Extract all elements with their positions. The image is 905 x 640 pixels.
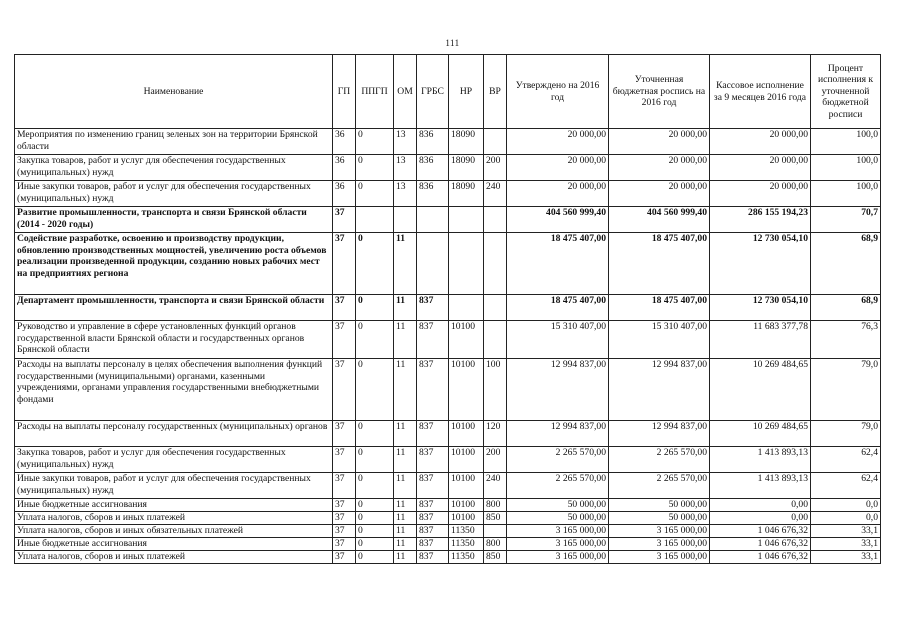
row-name: Мероприятия по изменению границ зеленых зон на территории Брянской области <box>15 129 333 155</box>
row-nr: 11350 <box>449 538 484 551</box>
row-approved: 20 000,00 <box>507 181 609 207</box>
table-body <box>15 129 881 564</box>
row-refined: 18 475 407,00 <box>609 295 710 321</box>
row-om: 11 <box>394 473 417 499</box>
header-grbs: ГРБС <box>417 55 449 129</box>
row-om: 11 <box>394 359 417 421</box>
row-name: Развитие промышленности, транспорта и связи Брянской области (2014 - 2020 годы) <box>15 207 333 233</box>
row-ppgp <box>356 207 394 233</box>
row-percent: 0,0 <box>811 512 881 525</box>
row-om: 11 <box>394 551 417 564</box>
row-percent: 62,4 <box>811 473 881 499</box>
row-refined: 18 475 407,00 <box>609 233 710 295</box>
row-gp: 37 <box>333 525 356 538</box>
row-executed: 20 000,00 <box>710 181 811 207</box>
row-ppgp: 0 <box>356 473 394 499</box>
row-ppgp: 0 <box>356 421 394 447</box>
row-om: 11 <box>394 525 417 538</box>
row-vr: 800 <box>484 499 507 512</box>
table-header-row <box>15 55 881 129</box>
row-name: Руководство и управление в сфере установленных функций органов государственной власти Брянской области и государственных органов Брянской области <box>15 321 333 359</box>
row-ppgp: 0 <box>356 359 394 421</box>
row-percent: 68,9 <box>811 295 881 321</box>
row-refined: 12 994 837,00 <box>609 421 710 447</box>
row-om: 13 <box>394 129 417 155</box>
table-row <box>15 181 881 207</box>
row-om: 13 <box>394 155 417 181</box>
row-grbs: 837 <box>417 421 449 447</box>
row-percent: 33,1 <box>811 551 881 564</box>
row-name: Содействие разработке, освоению и производству продукции, обновлению производственных мощностей, увеличению роста объемов реализации произведенной продукции, созданию новых рабочих мест на предприятиях региона <box>15 233 333 295</box>
row-approved: 2 265 570,00 <box>507 447 609 473</box>
row-percent: 79,0 <box>811 359 881 421</box>
row-gp: 37 <box>333 538 356 551</box>
row-executed: 1 046 676,32 <box>710 525 811 538</box>
row-approved: 20 000,00 <box>507 129 609 155</box>
row-vr: 240 <box>484 181 507 207</box>
row-nr: 18090 <box>449 155 484 181</box>
table-row <box>15 499 881 512</box>
row-om: 11 <box>394 233 417 295</box>
row-vr <box>484 525 507 538</box>
row-approved: 12 994 837,00 <box>507 359 609 421</box>
row-name: Расходы на выплаты персоналу в целях обеспечения выполнения функций государственными (муниципальными) органами, казенными учреждениями, органами управления государственными внебюджетными фондами <box>15 359 333 421</box>
row-vr <box>484 321 507 359</box>
row-executed: 1 413 893,13 <box>710 473 811 499</box>
row-refined: 2 265 570,00 <box>609 473 710 499</box>
row-grbs: 837 <box>417 473 449 499</box>
row-refined: 20 000,00 <box>609 181 710 207</box>
row-nr <box>449 207 484 233</box>
row-grbs: 836 <box>417 155 449 181</box>
row-grbs: 837 <box>417 295 449 321</box>
row-approved: 50 000,00 <box>507 512 609 525</box>
row-om: 11 <box>394 321 417 359</box>
row-refined: 3 165 000,00 <box>609 538 710 551</box>
row-vr: 800 <box>484 538 507 551</box>
row-gp: 37 <box>333 207 356 233</box>
row-om: 11 <box>394 295 417 321</box>
row-approved: 12 994 837,00 <box>507 421 609 447</box>
table-row <box>15 473 881 499</box>
row-ppgp: 0 <box>356 525 394 538</box>
row-gp: 37 <box>333 233 356 295</box>
row-percent: 68,9 <box>811 233 881 295</box>
row-refined: 20 000,00 <box>609 129 710 155</box>
row-name: Уплата налогов, сборов и иных обязательных платежей <box>15 525 333 538</box>
row-executed: 12 730 054,10 <box>710 233 811 295</box>
row-percent: 76,3 <box>811 321 881 359</box>
row-gp: 37 <box>333 473 356 499</box>
row-grbs: 837 <box>417 538 449 551</box>
row-approved: 3 165 000,00 <box>507 525 609 538</box>
row-vr: 100 <box>484 359 507 421</box>
header-approved: Утверждено на 2016 год <box>507 55 609 129</box>
row-nr: 10100 <box>449 359 484 421</box>
row-vr: 120 <box>484 421 507 447</box>
row-approved: 3 165 000,00 <box>507 538 609 551</box>
row-grbs: 837 <box>417 499 449 512</box>
row-nr: 10100 <box>449 421 484 447</box>
row-refined: 404 560 999,40 <box>609 207 710 233</box>
row-gp: 37 <box>333 359 356 421</box>
row-name: Иные бюджетные ассигнования <box>15 538 333 551</box>
row-gp: 36 <box>333 181 356 207</box>
row-refined: 3 165 000,00 <box>609 551 710 564</box>
row-nr: 11350 <box>449 525 484 538</box>
row-nr: 10100 <box>449 512 484 525</box>
header-executed: Кассовое исполнение за 9 месяцев 2016 года <box>710 55 811 129</box>
row-om <box>394 207 417 233</box>
table-row <box>15 207 881 233</box>
row-ppgp: 0 <box>356 181 394 207</box>
row-percent: 0,0 <box>811 499 881 512</box>
row-refined: 20 000,00 <box>609 155 710 181</box>
header-percent: Процент исполнения к уточненной бюджетной росписи <box>811 55 881 129</box>
row-ppgp: 0 <box>356 499 394 512</box>
row-gp: 37 <box>333 321 356 359</box>
row-vr <box>484 233 507 295</box>
row-executed: 11 683 377,78 <box>710 321 811 359</box>
row-name: Департамент промышленности, транспорта и связи Брянской области <box>15 295 333 321</box>
row-percent: 33,1 <box>811 538 881 551</box>
row-executed: 12 730 054,10 <box>710 295 811 321</box>
row-grbs <box>417 207 449 233</box>
table-row <box>15 512 881 525</box>
row-grbs: 836 <box>417 181 449 207</box>
row-executed: 286 155 194,23 <box>710 207 811 233</box>
table-row <box>15 525 881 538</box>
row-om: 11 <box>394 447 417 473</box>
row-ppgp: 0 <box>356 155 394 181</box>
row-grbs: 837 <box>417 512 449 525</box>
row-gp: 36 <box>333 155 356 181</box>
table-row <box>15 129 881 155</box>
row-name: Иные закупки товаров, работ и услуг для обеспечения государственных (муниципальных) нужд <box>15 473 333 499</box>
row-approved: 50 000,00 <box>507 499 609 512</box>
table-row <box>15 233 881 295</box>
row-gp: 37 <box>333 551 356 564</box>
row-om: 13 <box>394 181 417 207</box>
row-grbs: 837 <box>417 321 449 359</box>
header-om: ОМ <box>394 55 417 129</box>
row-approved: 3 165 000,00 <box>507 551 609 564</box>
row-approved: 18 475 407,00 <box>507 295 609 321</box>
table-row <box>15 321 881 359</box>
row-vr <box>484 295 507 321</box>
row-approved: 18 475 407,00 <box>507 233 609 295</box>
row-percent: 100,0 <box>811 181 881 207</box>
row-ppgp: 0 <box>356 551 394 564</box>
row-percent: 33,1 <box>811 525 881 538</box>
header-gp: ГП <box>333 55 356 129</box>
row-om: 11 <box>394 512 417 525</box>
row-grbs <box>417 233 449 295</box>
row-nr: 18090 <box>449 129 484 155</box>
header-refined: Уточненная бюджетная роспись на 2016 год <box>609 55 710 129</box>
row-grbs: 837 <box>417 551 449 564</box>
row-vr: 850 <box>484 551 507 564</box>
row-grbs: 837 <box>417 359 449 421</box>
row-approved: 15 310 407,00 <box>507 321 609 359</box>
row-approved: 20 000,00 <box>507 155 609 181</box>
table-row <box>15 295 881 321</box>
row-om: 11 <box>394 421 417 447</box>
row-om: 11 <box>394 538 417 551</box>
row-executed: 20 000,00 <box>710 129 811 155</box>
row-grbs: 837 <box>417 447 449 473</box>
row-refined: 3 165 000,00 <box>609 525 710 538</box>
row-nr: 10100 <box>449 499 484 512</box>
row-gp: 36 <box>333 129 356 155</box>
row-refined: 15 310 407,00 <box>609 321 710 359</box>
row-gp: 37 <box>333 421 356 447</box>
row-grbs: 837 <box>417 525 449 538</box>
budget-execution-table <box>14 54 881 564</box>
row-nr <box>449 295 484 321</box>
header-ppgp: ППГП <box>356 55 394 129</box>
row-executed: 10 269 484,65 <box>710 421 811 447</box>
page-number: 111 <box>445 38 460 48</box>
header-nr: НР <box>449 55 484 129</box>
row-nr: 10100 <box>449 473 484 499</box>
row-vr: 200 <box>484 447 507 473</box>
row-gp: 37 <box>333 499 356 512</box>
row-gp: 37 <box>333 295 356 321</box>
row-percent: 70,7 <box>811 207 881 233</box>
row-executed: 20 000,00 <box>710 155 811 181</box>
row-vr: 200 <box>484 155 507 181</box>
row-refined: 2 265 570,00 <box>609 447 710 473</box>
row-vr: 850 <box>484 512 507 525</box>
row-nr: 18090 <box>449 181 484 207</box>
row-name: Иные бюджетные ассигнования <box>15 499 333 512</box>
row-ppgp: 0 <box>356 447 394 473</box>
table-row <box>15 447 881 473</box>
row-executed: 0,00 <box>710 499 811 512</box>
row-nr <box>449 233 484 295</box>
row-percent: 100,0 <box>811 129 881 155</box>
row-vr <box>484 129 507 155</box>
row-ppgp: 0 <box>356 129 394 155</box>
row-gp: 37 <box>333 447 356 473</box>
row-approved: 2 265 570,00 <box>507 473 609 499</box>
row-name: Закупка товаров, работ и услуг для обеспечения государственных (муниципальных) нужд <box>15 155 333 181</box>
row-ppgp: 0 <box>356 512 394 525</box>
table-row <box>15 155 881 181</box>
row-ppgp: 0 <box>356 295 394 321</box>
row-name: Расходы на выплаты персоналу государственных (муниципальных) органов <box>15 421 333 447</box>
row-vr: 240 <box>484 473 507 499</box>
row-ppgp: 0 <box>356 538 394 551</box>
row-refined: 50 000,00 <box>609 499 710 512</box>
header-vr: ВР <box>484 55 507 129</box>
table-row <box>15 421 881 447</box>
row-ppgp: 0 <box>356 321 394 359</box>
table-row <box>15 359 881 421</box>
row-executed: 1 046 676,32 <box>710 538 811 551</box>
row-percent: 62,4 <box>811 447 881 473</box>
row-refined: 12 994 837,00 <box>609 359 710 421</box>
row-name: Закупка товаров, работ и услуг для обеспечения государственных (муниципальных) нужд <box>15 447 333 473</box>
row-nr: 10100 <box>449 447 484 473</box>
row-ppgp: 0 <box>356 233 394 295</box>
row-approved: 404 560 999,40 <box>507 207 609 233</box>
row-percent: 100,0 <box>811 155 881 181</box>
row-executed: 1 413 893,13 <box>710 447 811 473</box>
row-nr: 10100 <box>449 321 484 359</box>
row-executed: 10 269 484,65 <box>710 359 811 421</box>
row-vr <box>484 207 507 233</box>
row-name: Уплата налогов, сборов и иных платежей <box>15 512 333 525</box>
row-name: Уплата налогов, сборов и иных платежей <box>15 551 333 564</box>
table-row <box>15 538 881 551</box>
row-refined: 50 000,00 <box>609 512 710 525</box>
row-gp: 37 <box>333 512 356 525</box>
row-om: 11 <box>394 499 417 512</box>
table-row <box>15 551 881 564</box>
row-percent: 79,0 <box>811 421 881 447</box>
row-nr: 11350 <box>449 551 484 564</box>
header-name: Наименование <box>15 55 333 129</box>
row-executed: 1 046 676,32 <box>710 551 811 564</box>
row-grbs: 836 <box>417 129 449 155</box>
row-name: Иные закупки товаров, работ и услуг для обеспечения государственных (муниципальных) нужд <box>15 181 333 207</box>
row-executed: 0,00 <box>710 512 811 525</box>
